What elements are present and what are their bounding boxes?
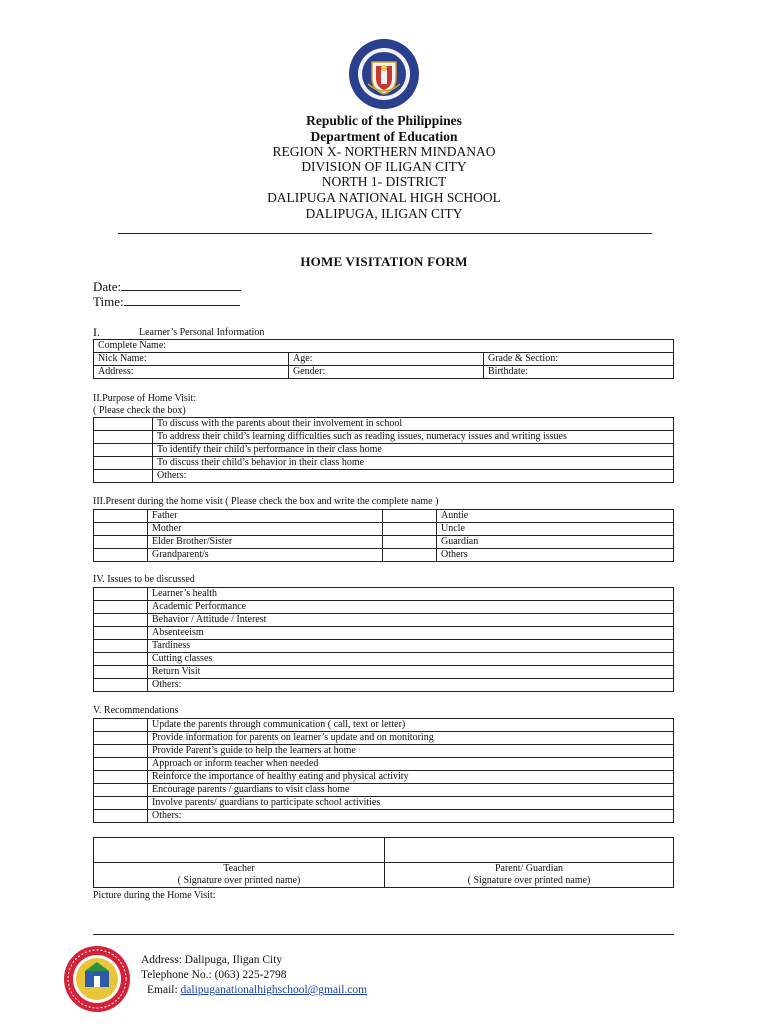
issue-item-others[interactable]: Others: [148,679,674,692]
purpose-checkbox[interactable] [94,457,153,470]
issue-item: Absenteeism [148,627,674,640]
parent-signature-space[interactable] [385,838,674,863]
present-item-right: Auntie [437,510,674,523]
present-checkbox[interactable] [383,523,437,536]
present-checkbox[interactable] [94,549,148,562]
recommendations-table [93,718,674,823]
purpose-checkbox[interactable] [94,431,153,444]
issue-checkbox[interactable] [94,614,148,627]
teacher-signature-space[interactable] [94,838,385,863]
purpose-table [93,417,674,483]
section2-title: II.Purpose of Home Visit: [93,393,197,404]
footer-telephone: Telephone No.: (063) 225-2798 [141,969,287,981]
present-checkbox[interactable] [383,510,437,523]
recommendation-item: Reinforce the importance of healthy eating and physical activity [148,771,674,784]
header-division: DIVISION OF ILIGAN CITY [301,159,467,174]
present-item-right: Uncle [437,523,674,536]
parent-label: Parent/ Guardian [494,863,564,874]
section4-title: IV. Issues to be discussed [93,574,195,585]
present-item-left: Elder Brother/Sister [148,536,383,549]
purpose-checkbox[interactable] [94,470,153,483]
recommendation-checkbox[interactable] [94,784,148,797]
complete-name-cell[interactable]: Complete Name: [94,340,674,353]
header-region: REGION X- NORTHERN MINDANAO [272,144,496,159]
issue-item: Learner’s health [148,588,674,601]
time-label: Time: [93,294,124,309]
issue-checkbox[interactable] [94,640,148,653]
section2-subtitle: ( Please check the box) [93,405,186,416]
date-label: Date: [93,279,122,294]
recommendation-checkbox[interactable] [94,732,148,745]
header-department: Department of Education [310,129,458,144]
present-item-left: Mother [148,523,383,536]
section1-title: Learner’s Personal Information [139,327,265,338]
recommendation-item: Involve parents/ guardians to participate school activities [148,797,674,810]
grade-section-cell[interactable]: Grade & Section: [484,353,674,366]
purpose-item: To discuss with the parents about their involvement in school [153,418,674,431]
present-checkbox[interactable] [383,549,437,562]
recommendation-checkbox[interactable] [94,745,148,758]
issue-checkbox[interactable] [94,588,148,601]
issues-table [93,587,674,692]
recommendation-item-others[interactable]: Others: [148,810,674,823]
present-checkbox[interactable] [94,523,148,536]
section5-title: V. Recommendations [93,705,179,716]
footer-rule [93,934,674,935]
present-table [93,509,674,562]
header-republic: Republic of the Philippines [306,113,462,128]
school-seal-icon [63,945,131,1013]
present-checkbox[interactable] [383,536,437,549]
issue-item: Cutting classes [148,653,674,666]
present-checkbox[interactable] [94,536,148,549]
purpose-item: To discuss their child’s behavior in their class home [153,457,674,470]
recommendation-item: Update the parents through communication ( call, text or letter) [148,719,674,732]
issue-checkbox[interactable] [94,601,148,614]
footer-email-label: Email: [147,984,178,996]
footer-email [147,983,367,998]
teacher-signature-label [94,863,385,888]
issue-checkbox[interactable] [94,679,148,692]
date-field[interactable] [93,279,241,295]
birthdate-cell[interactable]: Birthdate: [484,366,674,379]
issue-item: Behavior / Attitude / Interest [148,614,674,627]
purpose-item: To address their child’s learning difficulties such as reading issues, numeracy issues and writing issues [153,431,674,444]
deped-seal [348,38,420,110]
recommendation-item: Provide Parent’s guide to help the learners at home [148,745,674,758]
nick-name-cell[interactable]: Nick Name: [94,353,289,366]
header-district: NORTH 1- DISTRICT [321,174,447,189]
purpose-item: To identify their child’s performance in their class home [153,444,674,457]
teacher-label: Teacher [223,863,255,874]
teacher-sub-label: ( Signature over printed name) [177,875,301,886]
time-field[interactable] [93,294,240,310]
issue-item: Tardiness [148,640,674,653]
issue-checkbox[interactable] [94,653,148,666]
recommendation-item: Encourage parents / guardians to visit class home [148,784,674,797]
signature-table [93,837,674,888]
present-item-right: Guardian [437,536,674,549]
issue-item: Return Visit [148,666,674,679]
header-city: DALIPUGA, ILIGAN CITY [305,206,463,221]
present-item-left: Father [148,510,383,523]
recommendation-checkbox[interactable] [94,719,148,732]
gender-cell[interactable]: Gender: [289,366,484,379]
parent-sub-label: ( Signature over printed name) [467,875,591,886]
section3-title: III.Present during the home visit ( Please check the box and write the complete name ) [93,496,439,507]
issue-checkbox[interactable] [94,666,148,679]
recommendation-checkbox[interactable] [94,797,148,810]
present-item-right: Others [437,549,674,562]
issue-item: Academic Performance [148,601,674,614]
present-item-left: Grandparent/s [148,549,383,562]
header-school: DALIPUGA NATIONAL HIGH SCHOOL [267,190,501,205]
recommendation-item: Provide information for parents on learner’s update and on monitoring [148,732,674,745]
purpose-checkbox[interactable] [94,444,153,457]
recommendation-checkbox[interactable] [94,771,148,784]
recommendation-checkbox[interactable] [94,810,148,823]
footer-address: Address: Dalipuga, Iligan City [141,954,283,966]
recommendation-item: Approach or inform teacher when needed [148,758,674,771]
form-title: HOME VISITATION FORM [300,254,468,269]
purpose-item-others[interactable]: Others: [153,470,674,483]
parent-signature-label [385,863,674,888]
header-rule [118,233,652,234]
section1-numeral: I. [93,325,100,339]
purpose-checkbox[interactable] [94,418,153,431]
recommendation-checkbox[interactable] [94,758,148,771]
picture-label: Picture during the Home Visit: [93,890,216,901]
learner-info-table [93,339,674,379]
footer-email-link[interactable]: dalipuganationalhighschool@gmail.com [180,984,368,996]
issue-checkbox[interactable] [94,627,148,640]
present-checkbox[interactable] [94,510,148,523]
address-cell[interactable]: Address: [94,366,289,379]
age-cell[interactable]: Age: [289,353,484,366]
